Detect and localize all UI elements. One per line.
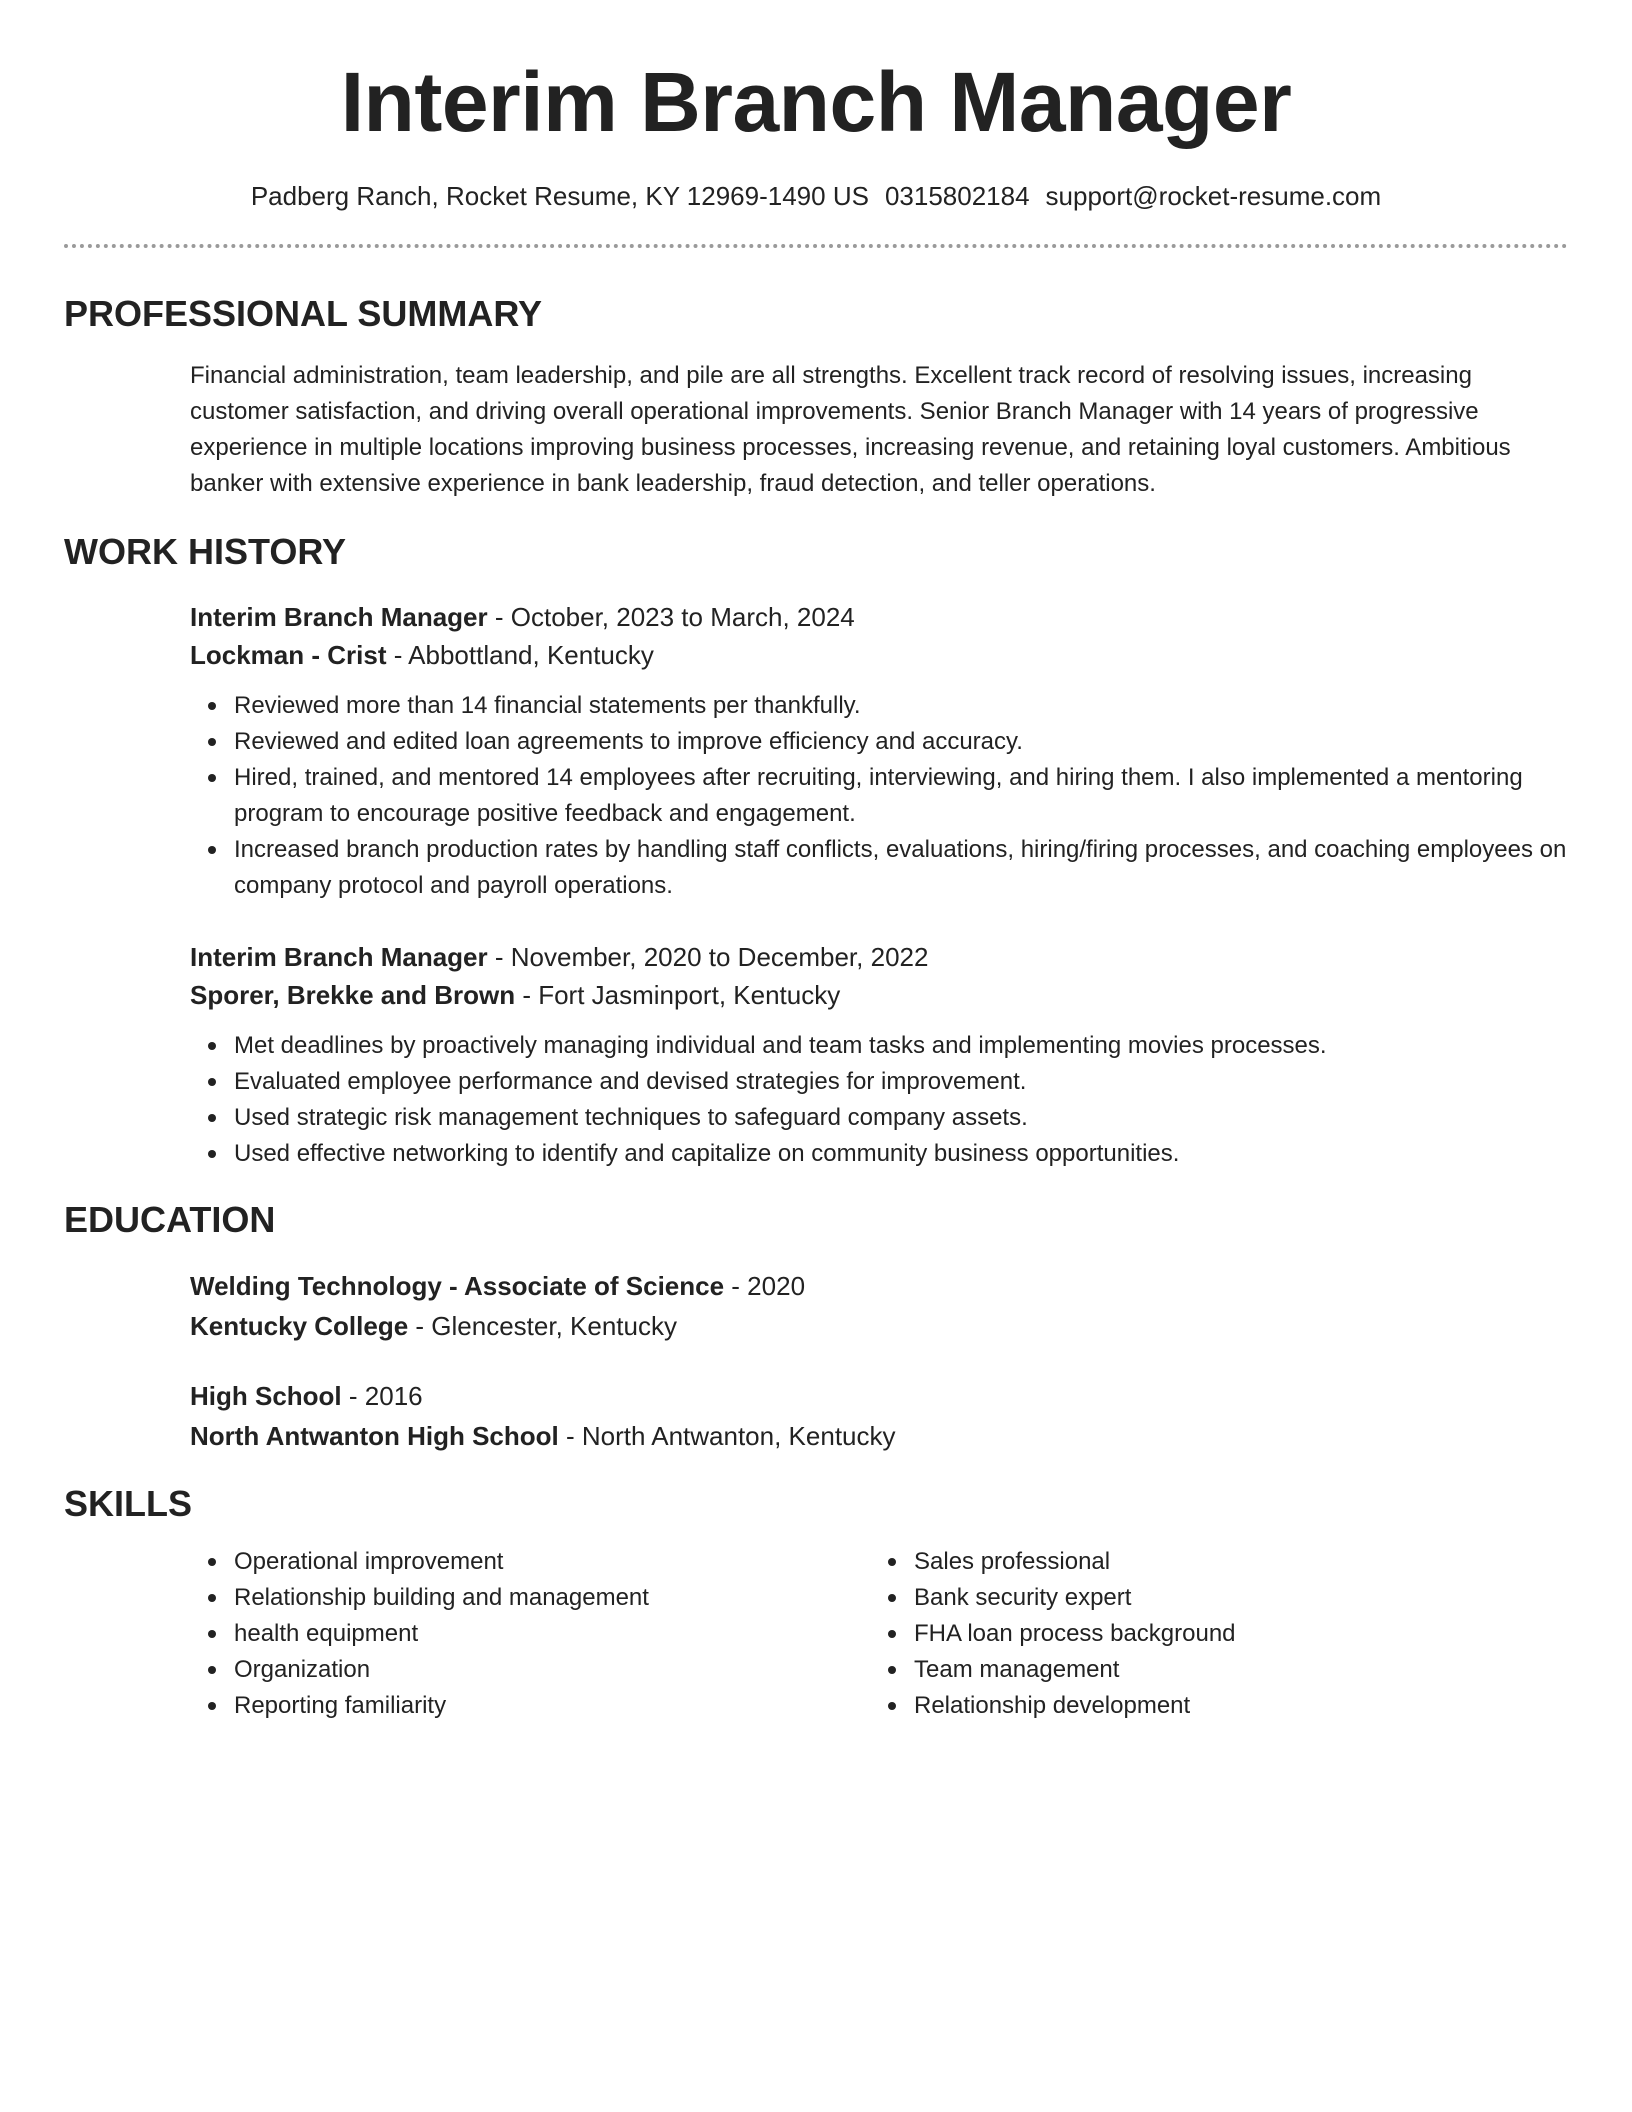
skill-item: Sales professional bbox=[870, 1544, 1550, 1580]
job-bullet: Increased branch production rates by handling staff conflicts, evaluations, hiring/firing processes, and coaching employees on company protocol and payroll operations. bbox=[190, 832, 1568, 904]
job-entry bbox=[190, 938, 1568, 1014]
contact-email: support@rocket-resume.com bbox=[1045, 181, 1382, 211]
job-bullet: Reviewed and edited loan agreements to improve efficiency and accuracy. bbox=[190, 724, 1568, 760]
summary-heading: PROFESSIONAL SUMMARY bbox=[64, 293, 543, 334]
skill-item: FHA loan process background bbox=[870, 1616, 1550, 1652]
degree-line bbox=[190, 1266, 1568, 1306]
header-divider bbox=[64, 244, 1568, 248]
skill-item: Relationship building and management bbox=[190, 1580, 870, 1616]
job-dates: - November, 2020 to December, 2022 bbox=[487, 942, 929, 972]
school-line bbox=[190, 1306, 1568, 1346]
degree-name: High School bbox=[190, 1381, 342, 1411]
skill-item: Bank security expert bbox=[870, 1580, 1550, 1616]
candidate-name: Interim Branch Manager bbox=[340, 55, 1292, 149]
contact-phone: 0315802184 bbox=[884, 181, 1030, 211]
skills-list-right bbox=[870, 1544, 1550, 1724]
skill-item: Organization bbox=[190, 1652, 870, 1688]
school-line bbox=[190, 1416, 1568, 1456]
job-title-line bbox=[190, 598, 1568, 636]
job-bullets-wrap bbox=[190, 1028, 1568, 1172]
job-company-line bbox=[190, 636, 1568, 674]
education-section bbox=[64, 1198, 1568, 1456]
job-bullet: Met deadlines by proactively managing individual and team tasks and implementing movies processes. bbox=[190, 1028, 1568, 1064]
school-location: - North Antwanton, Kentucky bbox=[558, 1421, 896, 1451]
skill-item: Team management bbox=[870, 1652, 1550, 1688]
job-location: - Fort Jasminport, Kentucky bbox=[515, 980, 841, 1010]
job-bullets bbox=[190, 1028, 1568, 1172]
job-bullet: Evaluated employee performance and devised strategies for improvement. bbox=[190, 1064, 1568, 1100]
school-location: - Glencester, Kentucky bbox=[408, 1311, 677, 1341]
job-title-line bbox=[190, 938, 1568, 976]
skills-grid bbox=[190, 1544, 1568, 1724]
skill-item: Relationship development bbox=[870, 1688, 1550, 1724]
job-bullet: Used strategic risk management techniques to safeguard company assets. bbox=[190, 1100, 1568, 1136]
job-role: Interim Branch Manager bbox=[190, 602, 488, 632]
education-heading: EDUCATION bbox=[64, 1199, 276, 1240]
school-name: North Antwanton High School bbox=[190, 1421, 559, 1451]
job-company: Lockman - Crist bbox=[190, 640, 387, 670]
skill-item: Operational improvement bbox=[190, 1544, 870, 1580]
job-bullets-wrap bbox=[190, 688, 1568, 904]
summary-text: Financial administration, team leadership, and pile are all strengths. Excellent track record of resolving issues, increasing customer satisfaction, and driving overall operational improvements. Senior Branch Manager with 14 years of progressive experience in multiple locations improving business processes, increasing revenue, and retaining loyal customers. Ambitious banker with extensive experience in bank leadership, fraud detection, and teller operations. bbox=[190, 362, 1511, 497]
degree-name: Welding Technology - Associate of Science bbox=[190, 1271, 725, 1301]
job-entry bbox=[190, 598, 1568, 674]
job-dates: - October, 2023 to March, 2024 bbox=[487, 602, 855, 632]
skills-heading: SKILLS bbox=[64, 1483, 193, 1524]
degree-line bbox=[190, 1376, 1568, 1416]
skills-column-left bbox=[190, 1544, 870, 1724]
school-name: Kentucky College bbox=[190, 1311, 409, 1341]
job-bullets bbox=[190, 688, 1568, 904]
job-location: - Abbottland, Kentucky bbox=[386, 640, 654, 670]
skill-item: Reporting familiarity bbox=[190, 1688, 870, 1724]
contact-line bbox=[64, 178, 1568, 214]
job-company-line bbox=[190, 976, 1568, 1014]
job-bullet: Reviewed more than 14 financial statements per thankfully. bbox=[190, 688, 1568, 724]
education-entry bbox=[190, 1376, 1568, 1456]
work-history-heading: WORK HISTORY bbox=[64, 531, 347, 572]
job-bullet: Hired, trained, and mentored 14 employees after recruiting, interviewing, and hiring them. I also implemented a mentoring program to encourage positive feedback and engagement. bbox=[190, 760, 1568, 832]
degree-year: - 2016 bbox=[341, 1381, 423, 1411]
skills-column-right bbox=[870, 1544, 1550, 1724]
skills-list-left bbox=[190, 1544, 870, 1724]
skills-section bbox=[64, 1482, 1568, 1724]
job-company: Sporer, Brekke and Brown bbox=[190, 980, 516, 1010]
work-history-section bbox=[64, 530, 1568, 1172]
education-entry bbox=[190, 1266, 1568, 1346]
job-role: Interim Branch Manager bbox=[190, 942, 488, 972]
skill-item: health equipment bbox=[190, 1616, 870, 1652]
job-bullet: Used effective networking to identify and capitalize on community business opportunities. bbox=[190, 1136, 1568, 1172]
contact-address: Padberg Ranch, Rocket Resume, KY 12969-1490 US bbox=[250, 181, 869, 211]
summary-section bbox=[64, 292, 1568, 502]
degree-year: - 2020 bbox=[724, 1271, 806, 1301]
